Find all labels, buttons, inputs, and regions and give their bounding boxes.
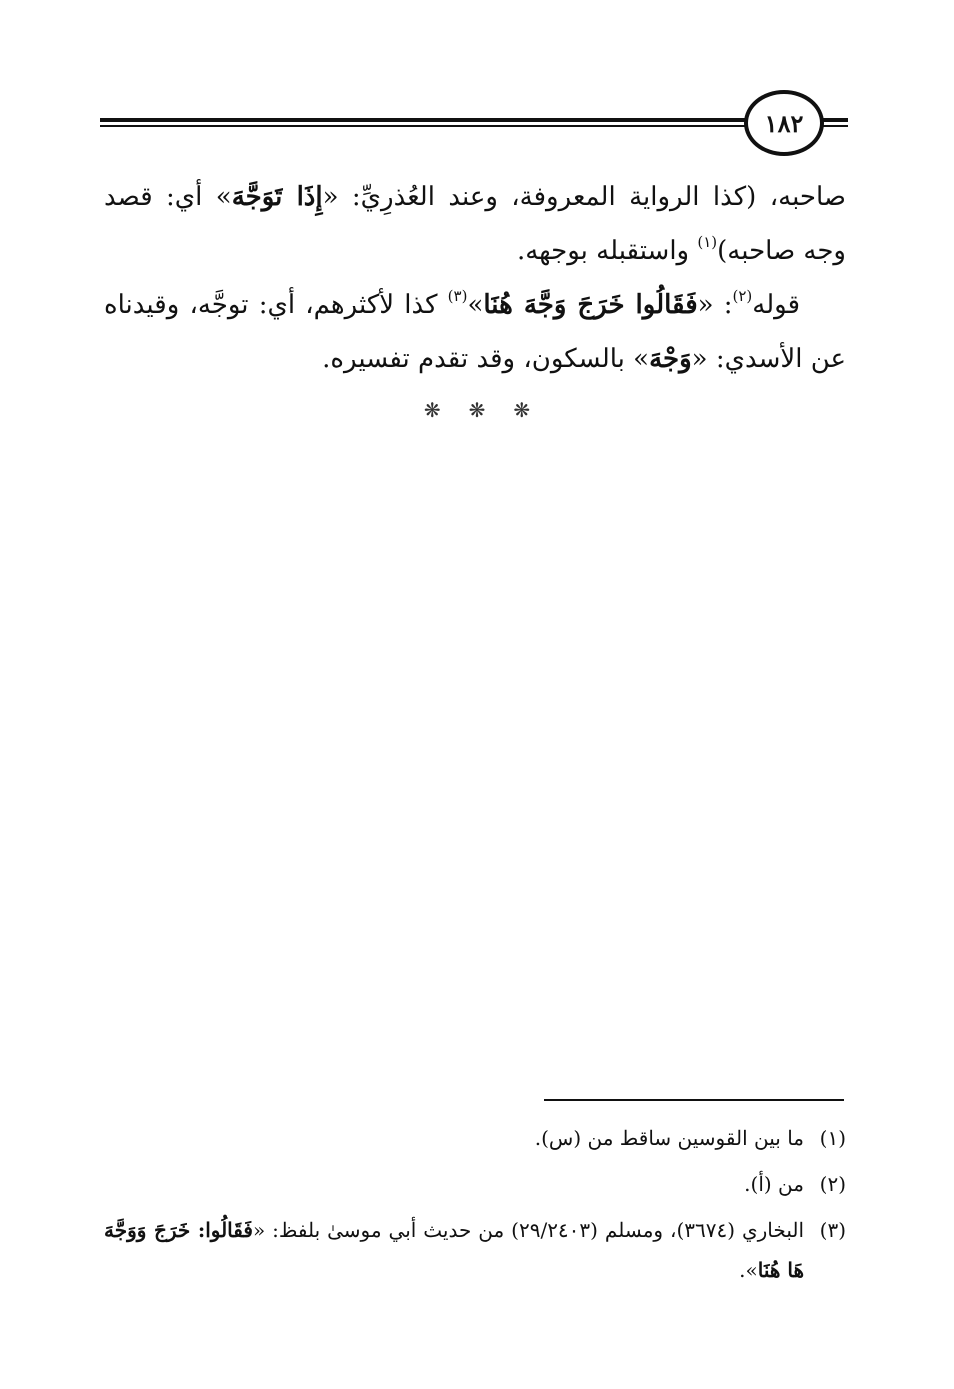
header-double-rule (100, 118, 848, 128)
paragraph-2 (104, 278, 846, 386)
footnote-text: ما بين القوسين ساقط من (س). (534, 1126, 804, 1150)
text-segment: قوله (752, 290, 801, 320)
quoted-phrase: إِذَا تَوَجَّهَ (231, 182, 323, 212)
footnote-number: (٢) (819, 1172, 846, 1196)
footnote-ref-3[interactable]: (٣) (447, 287, 468, 305)
text-segment: » بالسكون، وقد تقدم تفسيره. (322, 344, 650, 374)
footnote-3 (104, 1210, 846, 1290)
footnote-text: من (أ). (744, 1172, 804, 1196)
quoted-phrase: فَقَالُوا: خَرَجَ وَوَجَّهَ هَا هُنَا (104, 1218, 804, 1282)
footnote-text (104, 1210, 804, 1290)
page-header (100, 88, 848, 160)
footnote-divider (544, 1099, 844, 1101)
separator-asterism: ❋ (423, 398, 441, 422)
text-segment: ». (739, 1258, 758, 1282)
quoted-phrase: فَقَالُوا خَرَجَ وَجَّهَ هُنَا (483, 290, 698, 320)
text-segment: : « (697, 290, 733, 320)
paragraph-1 (104, 170, 846, 278)
footnotes (104, 1118, 846, 1296)
quoted-phrase: وَجْهَ (649, 344, 692, 374)
footnote-2 (104, 1164, 846, 1204)
footnote-1 (104, 1118, 846, 1158)
text-segment: واستقبله بوجهه. (516, 236, 698, 266)
section-separator (0, 398, 954, 422)
text-segment: كذا لأكثرهم، أي: توجَّه، وقيدناه عن الأسدي: « (104, 290, 846, 374)
text-segment: صاحبه، (كذا الرواية المعروفة، وعند العُذرِيِّ: « (322, 182, 846, 212)
header-rule-thin (100, 125, 848, 127)
main-text (104, 170, 846, 386)
separator-asterism: ❋ (513, 398, 531, 422)
header-rule-thick (100, 118, 848, 122)
separator-asterism: ❋ (468, 398, 486, 422)
text-segment: البخاري (٣٦٧٤)، ومسلم (٢٩/٢٤٠٣) من حديث أبي موسىٰ بلفظ: « (252, 1218, 805, 1242)
footnote-ref-1[interactable]: (١) (697, 233, 718, 251)
text-segment: » أي: قصد وجه صاحبه) (104, 182, 846, 266)
footnote-ref-2[interactable]: (٢) (732, 287, 753, 305)
text-segment: » (467, 290, 484, 320)
footnote-number: (٣) (819, 1218, 846, 1242)
page-number: ١٨٢ (744, 90, 824, 156)
footnote-number: (١) (819, 1126, 846, 1150)
